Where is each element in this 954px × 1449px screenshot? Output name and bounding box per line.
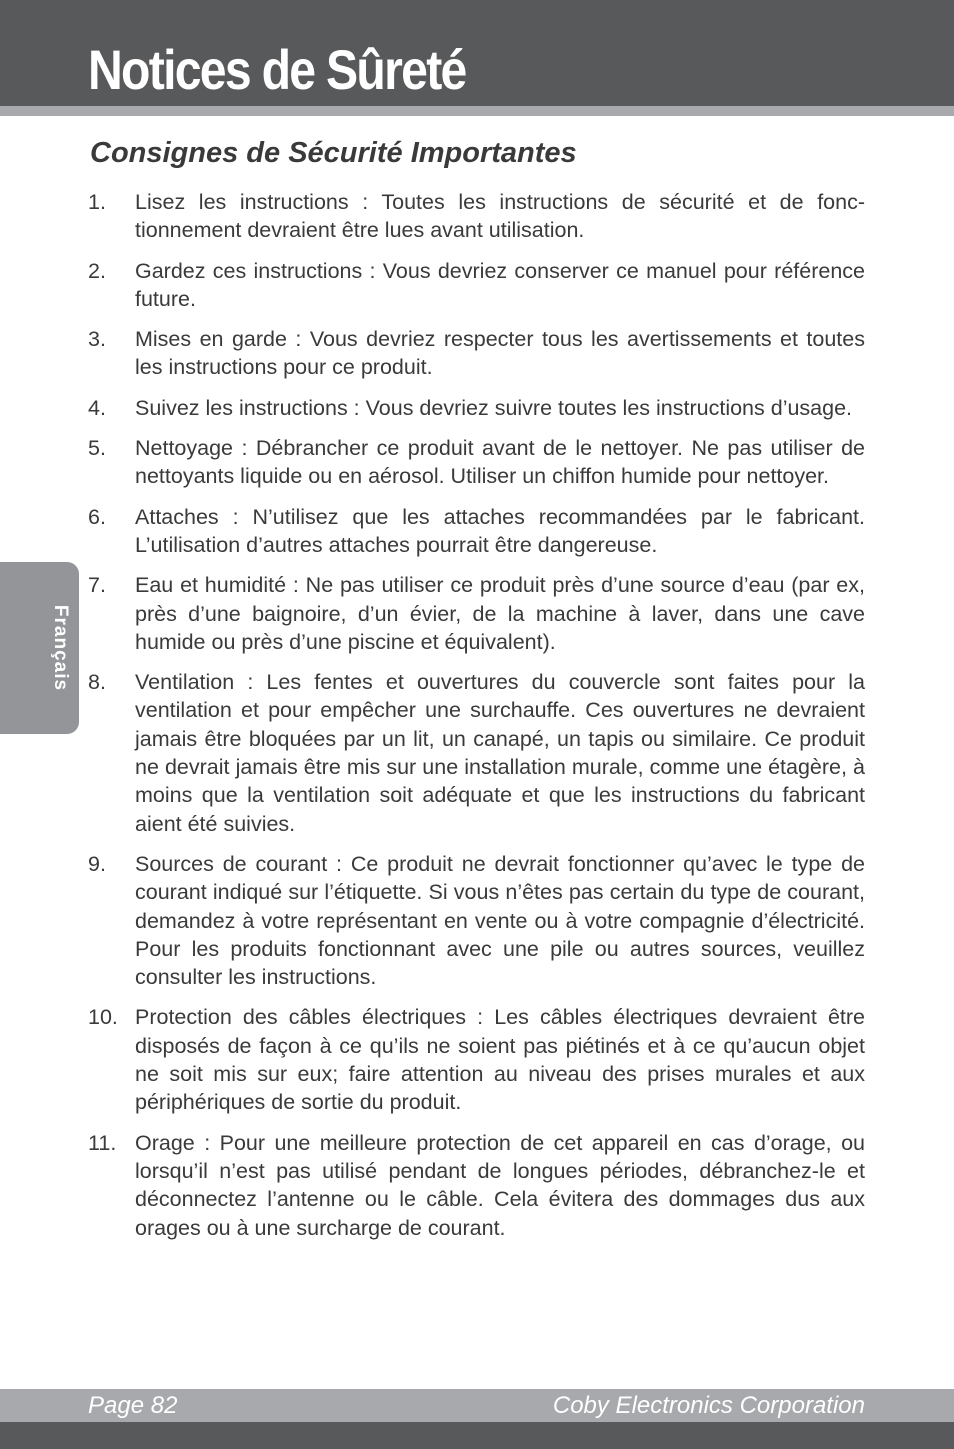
instruction-text: Gardez ces instructions : Vous devriez conserver ce manuel pour référence future. bbox=[135, 258, 865, 311]
instruction-number: 8. bbox=[88, 670, 106, 695]
instruction-number: 9. bbox=[88, 851, 106, 876]
instruction-number: 6. bbox=[88, 504, 106, 529]
instruction-item bbox=[88, 668, 865, 838]
instruction-text: Eau et humidité : Ne pas utiliser ce produit près d’une source d’eau (par ex, près d’une baignoire, d’un évier, de la machine à laver, dans une cave humide ou près d’une piscine et équivalent). bbox=[135, 573, 865, 654]
instruction-text: Sources de courant : Ce produit ne devrait fonctionner qu’avec le type de courant indiqué sur l’étiquette. Si vous n’êtes pas certain du type de courant, demandez à votre représentant en vente ou à votre compagnie d’électricité. Pour les produits fonctionnant avec une pile ou autres sources, veuillez consulter les instructions. bbox=[135, 851, 865, 990]
instruction-number: 5. bbox=[88, 436, 106, 461]
page-title: Notices de Sûreté bbox=[88, 38, 466, 101]
instruction-item bbox=[88, 850, 865, 991]
instruction-text: Orage : Pour une meilleure protection de cet appareil en cas d’orage, ou lorsqu’il n’est pas utilisé pendant de longues périodes, débranchez-le et déconnectez l’antenne ou le câble. Cela évitera des dommages dus aux orages ou à une surcharge de courant. bbox=[135, 1130, 865, 1240]
instruction-text: Attaches : N’utilisez que les attaches recommandées par le fabricant. L’utilisation d’autres attaches pourrait être dangereuse. bbox=[135, 504, 865, 557]
instruction-number: 3. bbox=[88, 327, 106, 352]
instruction-text: Lisez les instructions : Toutes les instructions de sécurité et de fonctionnement devraient être lues avant utilisation. bbox=[135, 190, 865, 243]
instruction-text: Nettoyage : Débrancher ce produit avant de le nettoyer. Ne pas utiliser de nettoyants liquide ou en aérosol. Utiliser un chiffon humide pour nettoyer. bbox=[135, 436, 865, 489]
instruction-item bbox=[88, 434, 865, 491]
instruction-number: 2. bbox=[88, 258, 106, 283]
instruction-item bbox=[88, 1003, 865, 1116]
instruction-number: 4. bbox=[88, 395, 106, 420]
instruction-text: Mises en garde : Vous devriez respecter tous les avertissements et toutes les instructions pour ce produit. bbox=[135, 327, 865, 380]
instruction-number: 1. bbox=[88, 190, 106, 214]
instruction-number: 11. bbox=[88, 1130, 117, 1155]
instruction-item bbox=[88, 257, 865, 314]
company-name: Coby Electronics Corporation bbox=[552, 1392, 865, 1419]
language-tab-label: Français bbox=[50, 604, 71, 692]
instruction-item bbox=[88, 325, 865, 382]
instruction-text: Ventilation : Les fentes et ouvertures du couvercle sont faites pour la ventilation et pour empêcher une surchauffe. Ces ouvertures ne devraient jamais être bloquées par un lit, un canapé, un tapis ou similaire. Ce produit ne devrait jamais être mis sur une installation murale, comme une étagère, à moins que la ventilation soit adéquate et que les instructions du fabricant aient été suivies. bbox=[135, 670, 865, 836]
instruction-item bbox=[88, 503, 865, 560]
instruction-item bbox=[88, 571, 865, 656]
instruction-number: 10. bbox=[88, 1005, 118, 1030]
instruction-list bbox=[88, 188, 865, 1254]
instruction-number: 7. bbox=[88, 573, 106, 598]
instruction-text: Protection des câbles électriques : Les câbles électriques devraient être disposés de façon à ce qu’ils ne soient pas piétinés et à ce qu’aucun objet ne soit mis sur eux; faire attention au niveau des prises murales et aux périphériques de sortie du produit. bbox=[135, 1005, 865, 1115]
instruction-item bbox=[88, 1129, 865, 1242]
section-heading: Consignes de Sécurité Importantes bbox=[90, 137, 577, 169]
instruction-text: Suivez les instructions : Vous devriez suivre toutes les instructions d’usage. bbox=[135, 395, 853, 420]
page-number: Page 82 bbox=[88, 1392, 178, 1419]
instruction-item bbox=[88, 394, 865, 422]
footer-bottom-band bbox=[0, 1422, 954, 1449]
instruction-item bbox=[88, 188, 865, 245]
